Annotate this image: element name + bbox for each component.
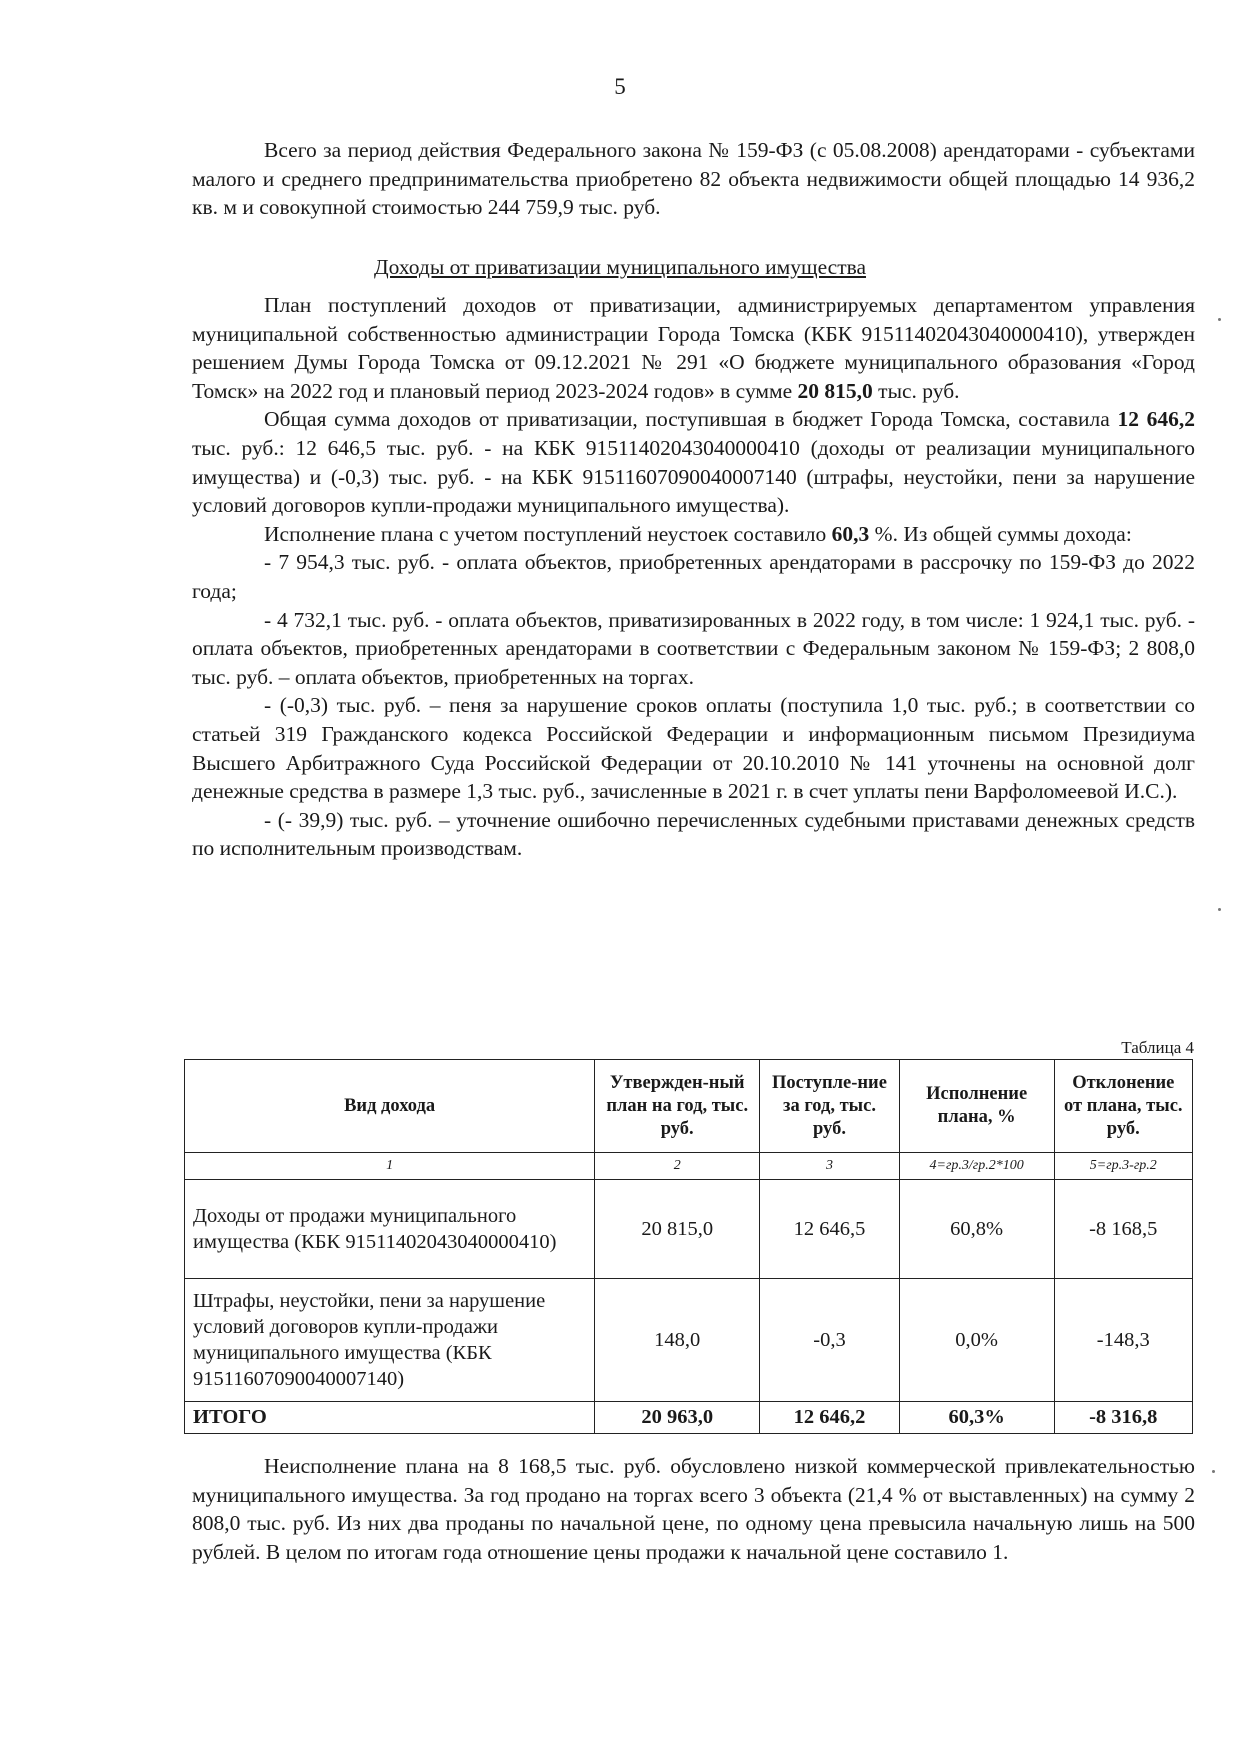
list-item: - (-0,3) тыс. руб. – пеня за нарушение сроков оплаты (поступила 1,0 тыс. руб.; в соответствии со статьей 319 Гражданского кодекса Российской Федерации и информационным письмом Президиума Высшего Арбитражного Суда Российской Федерации от 20.10.2010 № 141 уточнены на основной долг денежные средства в размере 1,3 тыс. руб., зачисленные в 2021 г. в счет уплаты пени Варфоломеевой И.С.). <box>192 693 1195 804</box>
total-amount: 12 646,2 <box>1117 407 1196 432</box>
column-index: 3 <box>760 1153 899 1180</box>
column-index: 1 <box>185 1153 595 1180</box>
body-block <box>192 291 1195 863</box>
header-deviation: Отклонение от плана, тыс. руб. <box>1054 1060 1192 1153</box>
column-index: 2 <box>595 1153 760 1180</box>
header-income-type: Вид дохода <box>185 1060 595 1153</box>
table-header-row <box>185 1060 1193 1153</box>
column-index: 4=гр.3/гр.2*100 <box>899 1153 1054 1180</box>
total-execution: 60,3% <box>899 1402 1054 1434</box>
total-paragraph: Общая сумма доходов от приватизации, поступившая в бюджет Города Томска, составила 12 646,2 тыс. руб.: 12 646,5 тыс. руб. - на КБК 91511402043040000410 (доходы от реализации муниципального имущества) и (-0,3) тыс. руб. - на КБК 91511607090040007140 (штрафы, неустойки, пени за нарушение условий договоров купли-продажи муниципального имущества). <box>192 407 1196 518</box>
total-label: ИТОГО <box>185 1402 595 1434</box>
scan-speck <box>1212 1470 1215 1473</box>
row-execution: 60,8% <box>899 1180 1054 1279</box>
execution-paragraph: Исполнение плана с учетом поступлений неустоек составило 60,3 %. Из общей суммы дохода: <box>264 521 1132 546</box>
scan-speck <box>1218 318 1221 321</box>
list-item: - (- 39,9) тыс. руб. – уточнение ошибочно перечисленных судебными приставами денежных средств по исполнительным производствам. <box>192 807 1195 861</box>
table-total-row <box>185 1402 1193 1434</box>
plan-amount: 20 815,0 <box>797 378 873 403</box>
header-plan: Утвержден-ный план на год, тыс. руб. <box>595 1060 760 1153</box>
row-deviation: -148,3 <box>1054 1279 1192 1402</box>
header-execution: Исполнение плана, % <box>899 1060 1054 1153</box>
scan-speck <box>1218 908 1221 911</box>
income-table <box>184 1059 1193 1434</box>
plan-paragraph: План поступлений доходов от приватизации, администрируемых департаментом управления муниципальной собственностью администрации Города Томска (КБК 91511402043040000410), утвержден решением Думы Города Томска от 09.12.2021 № 291 «О бюджете муниципального образования «Город Томск» на 2022 год и плановый период 2023-2024 годов» в сумме 20 815,0 тыс. руб. <box>192 293 1195 403</box>
row-name: Доходы от продажи муниципального имущества (КБК 91511402043040000410) <box>185 1180 595 1279</box>
table-row <box>185 1279 1193 1402</box>
execution-percent: 60,3 <box>831 521 870 546</box>
table-row <box>185 1180 1193 1279</box>
page-number: 5 <box>614 74 626 99</box>
total-deviation: -8 316,8 <box>1054 1402 1192 1434</box>
row-plan: 20 815,0 <box>595 1180 760 1279</box>
row-deviation: -8 168,5 <box>1054 1180 1192 1279</box>
row-name: Штрафы, неустойки, пени за нарушение условий договоров купли-продажи муниципального имущества (КБК 91511607090040007140) <box>185 1279 595 1402</box>
total-plan: 20 963,0 <box>595 1402 760 1434</box>
row-received: -0,3 <box>760 1279 899 1402</box>
row-execution: 0,0% <box>899 1279 1054 1402</box>
table-caption: Таблица 4 <box>1121 1038 1194 1057</box>
total-received: 12 646,2 <box>760 1402 899 1434</box>
intro-paragraph: Всего за период действия Федерального закона № 159-ФЗ (с 05.08.2008) арендаторами - субъектами малого и среднего предпринимательства приобретено 82 объекта недвижимости общей площадью 14 936,2 кв. м и совокупной стоимостью 244 759,9 тыс. руб. <box>192 138 1195 220</box>
header-received: Поступле-ние за год, тыс. руб. <box>760 1060 899 1153</box>
list-item: - 7 954,3 тыс. руб. - оплата объектов, приобретенных арендаторами в рассрочку по 159-ФЗ до 2022 года; <box>192 550 1195 603</box>
column-index: 5=гр.3-гр.2 <box>1054 1153 1192 1180</box>
section-heading: Доходы от приватизации муниципального имущества <box>373 255 867 279</box>
column-index-row <box>185 1153 1193 1180</box>
closing-block <box>192 1452 1195 1566</box>
closing-paragraph: Неисполнение плана на 8 168,5 тыс. руб. обусловлено низкой коммерческой привлекательностью муниципального имущества. За год продано на торгах всего 3 объекта (21,4 % от выставленных) на сумму 2 808,0 тыс. руб. Из них два проданы по начальной цене, по одному цена превысила начальную лишь на 500 рублей. В целом по итогам года отношение цены продажи к начальной цене составило 1. <box>192 1454 1195 1564</box>
intro-block <box>192 136 1195 222</box>
list-item: - 4 732,1 тыс. руб. - оплата объектов, приватизированных в 2022 году, в том числе: 1 924,1 тыс. руб. - оплата объектов, приобретенных арендаторами в соответствии с Федеральным законом № 159-ФЗ; 2 808,0 тыс. руб. – оплата объектов, приобретенных на торгах. <box>192 607 1195 689</box>
row-plan: 148,0 <box>595 1279 760 1402</box>
row-received: 12 646,5 <box>760 1180 899 1279</box>
